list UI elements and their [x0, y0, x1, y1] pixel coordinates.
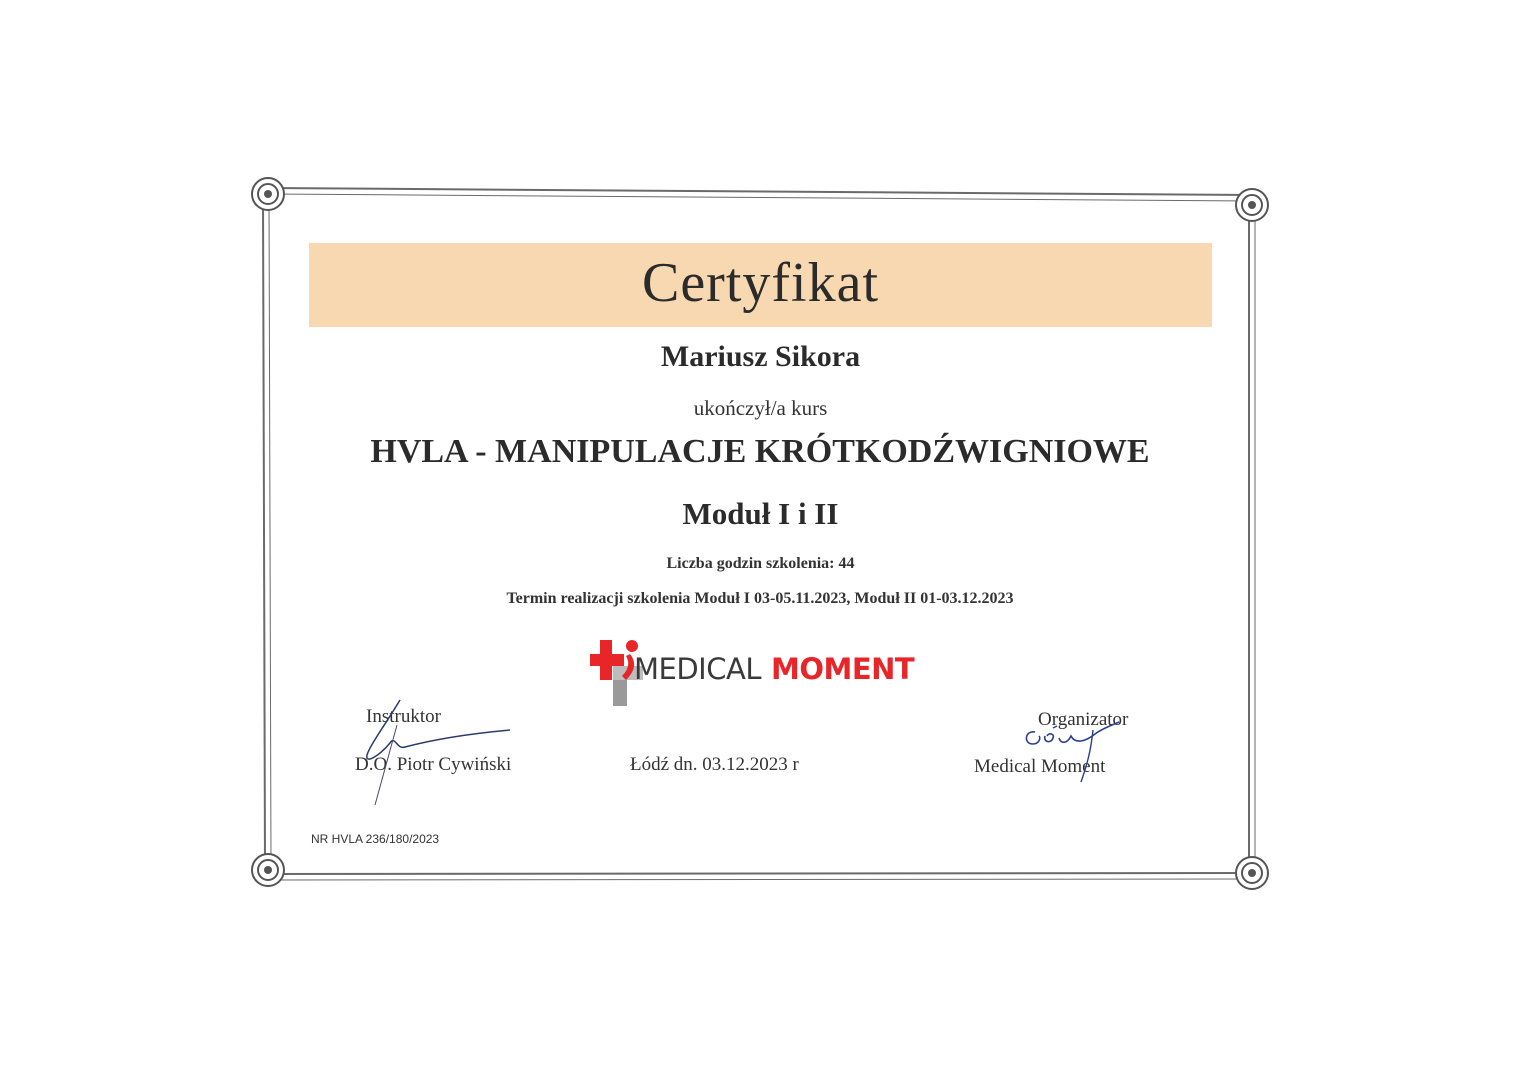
logo-word-medical: MEDICAL: [634, 652, 761, 686]
logo-wordmark: [634, 652, 914, 686]
logo-word-moment: MOMENT: [770, 652, 915, 686]
instructor-label: Instruktor: [366, 706, 441, 727]
corner-ornament-bottom-right: [1236, 857, 1268, 889]
module-label: Moduł I i II: [682, 496, 839, 531]
completed-text: ukończył/a kurs: [693, 396, 828, 420]
training-term: Termin realizacji szkolenia Moduł I 03-05.11.2023, Moduł II 01-03.12.2023: [506, 590, 1014, 607]
organizer-name: Medical Moment: [974, 756, 1106, 777]
recipient-name: Mariusz Sikora: [660, 340, 861, 373]
certificate-title: Certyfikat: [641, 252, 880, 314]
training-hours: Liczba godzin szkolenia: 44: [666, 555, 855, 572]
corner-ornament-top-right: [1236, 189, 1268, 221]
instructor-signature: [345, 695, 525, 810]
organizer-signature: [1015, 720, 1125, 785]
course-name: HVLA - MANIPULACJE KRÓTKODŹWIGNIOWE: [370, 433, 1150, 470]
place-and-date: Łódź dn. 03.12.2023 r: [630, 754, 799, 775]
organizer-label: Organizator: [1038, 709, 1129, 730]
certificate-number: NR HVLA 236/180/2023: [311, 832, 440, 846]
instructor-name: D.O. Piotr Cywiński: [355, 754, 512, 775]
corner-ornament-bottom-left: [252, 854, 284, 886]
medical-moment-logo: [586, 636, 946, 708]
corner-ornament-top-left: [252, 178, 284, 210]
